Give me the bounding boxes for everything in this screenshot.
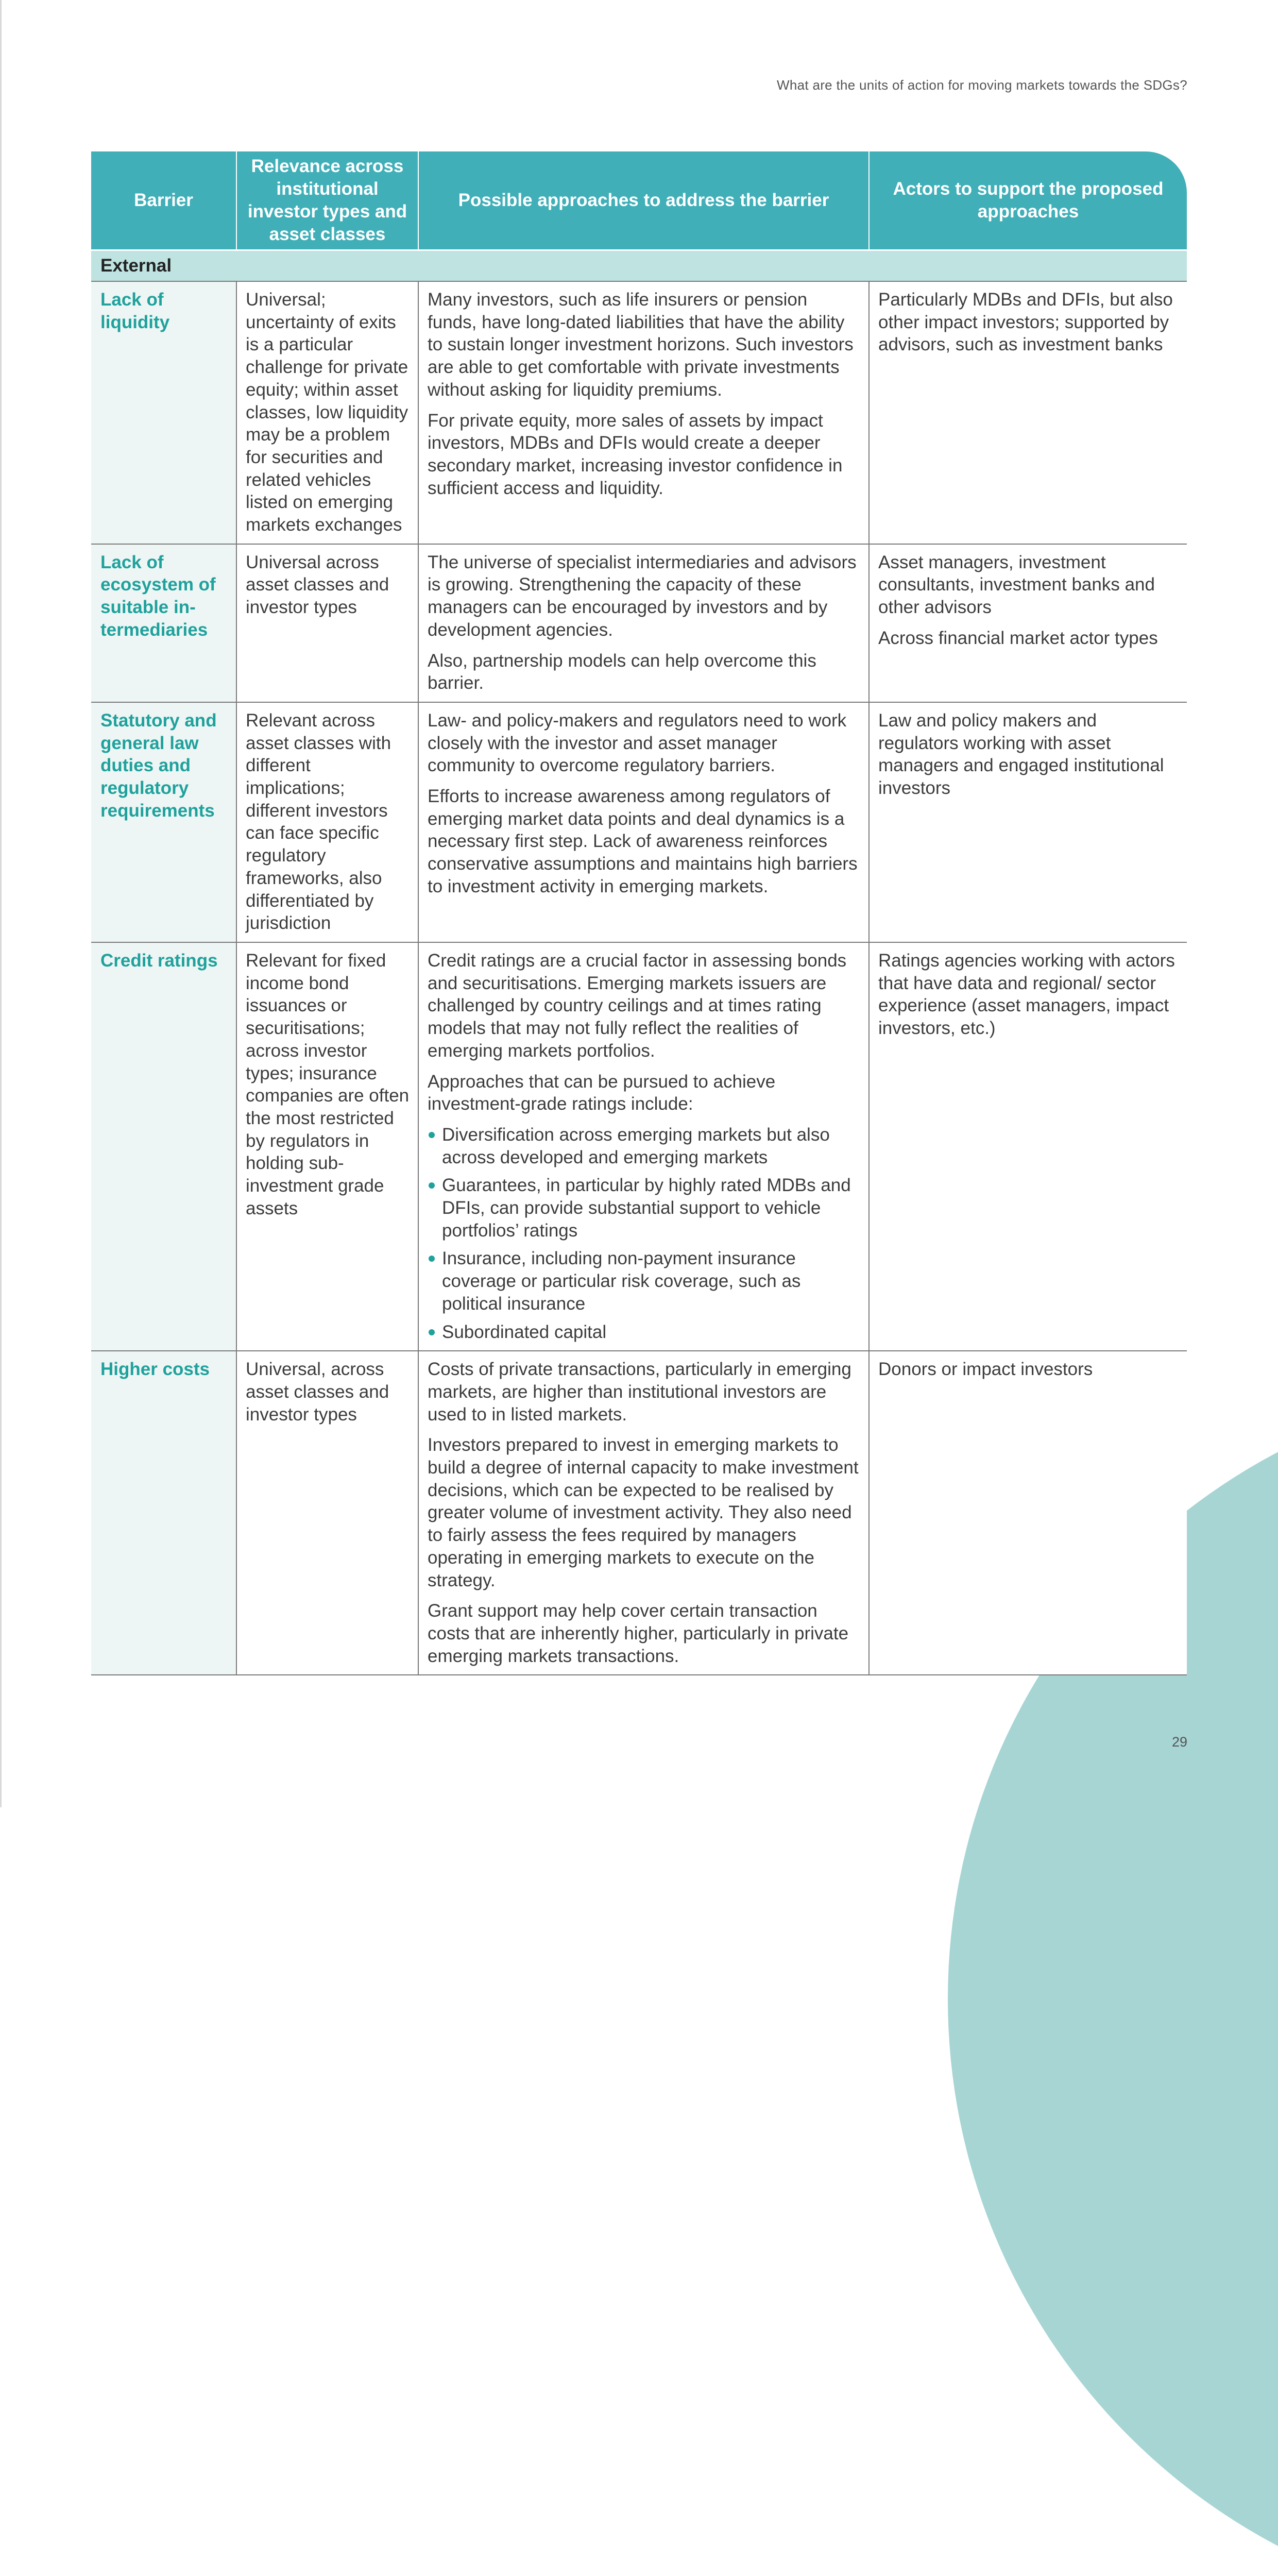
bullet-item: Guarantees, in particular by highly rated MDBs and DFIs, can provide substantial support to vehicle portfolios’ ratings: [428, 1174, 860, 1242]
table-row-regulatory: [91, 702, 1187, 942]
approaches-cell: [418, 544, 869, 702]
approach-paragraph: Also, partnership models can help overcome this barrier.: [428, 650, 816, 693]
approach-paragraph: Investors prepared to invest in emerging markets to build a degree of internal capacity to make investment decisions, which can be expected to be realised by greater volume of investment activity. They also need to fairly assess the fees required by managers operating in emerging markets to execute on the strategy.: [428, 1435, 859, 1590]
table-row-liquidity: [91, 281, 1187, 544]
relevance-cell: Universal; uncertainty of exits is a particular challenge for private equity; within asset classes, low liquidity may be a problem for securities and related vehicles listed on emerging markets exchanges: [236, 281, 418, 544]
approaches-cell: [418, 702, 869, 942]
actors-cell: [869, 942, 1187, 1351]
bullet-item: Insurance, including non-payment insurance coverage or particular risk coverage, such as political insurance: [428, 1247, 860, 1315]
header-relevance: Relevance across institutional investor types and asset classes: [236, 151, 418, 250]
table-row-higher-costs: [91, 1351, 1187, 1675]
page-number: 29: [1171, 1734, 1187, 1750]
approaches-cell: [418, 1351, 869, 1675]
header-barrier: Barrier: [91, 151, 236, 250]
relevance-cell: Relevant for fixed income bond issuances or securitisations; across investor types; insurance companies are often the most restricted by regulators in holding sub-investment grade assets: [236, 942, 418, 1351]
actors-paragraph: Asset managers, investment consultants, investment banks and other advisors: [878, 552, 1155, 618]
actors-cell: [869, 1351, 1187, 1675]
table-row-credit-ratings: [91, 942, 1187, 1351]
section-label: External: [91, 250, 1187, 282]
actors-cell: [869, 281, 1187, 544]
approach-paragraph: Many investors, such as life insurers or pension funds, have long-dated liabilities that have the ability to sustain longer investment horizons. Such investors are able to get comfortable with private investments without asking for liquidity premiums.: [428, 290, 854, 400]
bullet-item: Subordinated capital: [428, 1321, 860, 1344]
barrier-cell: Lack of liquidity: [91, 281, 236, 544]
approaches-cell: [418, 281, 869, 544]
approaches-cell: [418, 942, 869, 1351]
bullet-item: Diversification across emerging markets but also across developed and emerging markets: [428, 1124, 860, 1168]
approach-paragraph: The universe of specialist intermediaries and advisors is growing. Strengthening the capacity of these managers can be encouraged by investors and by development agencies.: [428, 552, 857, 640]
barrier-cell: Lack of ecosystem of suitable in-termediaries: [91, 544, 236, 702]
approach-paragraph: For private equity, more sales of assets by impact investors, MDBs and DFIs would create a deeper secondary market, increasing investor confidence in sufficient access and liquidity.: [428, 410, 843, 498]
approach-paragraph: Approaches that can be pursued to achieve investment-grade ratings include:: [428, 1071, 776, 1114]
relevance-cell: Universal across asset classes and investor types: [236, 544, 418, 702]
page-edge-rule: [0, 0, 2, 1807]
approach-paragraph: Grant support may help cover certain transaction costs that are inherently higher, particularly in private emerging markets transactions.: [428, 1601, 849, 1666]
running-head: What are the units of action for moving markets towards the SDGs?: [777, 77, 1187, 93]
approach-paragraph: Costs of private transactions, particularly in emerging markets, are higher than institutional investors are used to in listed markets.: [428, 1359, 851, 1425]
actors-paragraph: Donors or impact investors: [878, 1359, 1093, 1380]
approach-bullet-list: [428, 1124, 860, 1343]
actors-cell: [869, 702, 1187, 942]
barrier-cell: Higher costs: [91, 1351, 236, 1675]
actors-paragraph: Law and policy makers and regulators working with asset managers and engaged institutional investors: [878, 710, 1164, 799]
barrier-cell: Credit ratings: [91, 942, 236, 1351]
approach-paragraph: Law- and policy-makers and regulators need to work closely with the investor and asset manager community to overcome regulatory barriers.: [428, 710, 847, 776]
header-approaches: Possible approaches to address the barrier: [418, 151, 869, 250]
actors-paragraph: Across financial market actor types: [878, 628, 1158, 648]
relevance-cell: Universal, across asset classes and investor types: [236, 1351, 418, 1675]
barriers-table: [91, 151, 1187, 1675]
actors-paragraph: Particularly MDBs and DFIs, but also other impact investors; supported by advisors, such as investment banks: [878, 290, 1173, 355]
header-actors: Actors to support the proposed approaches: [869, 151, 1187, 250]
actors-paragraph: Ratings agencies working with actors that have data and regional/ sector experience (asset managers, impact investors, etc.): [878, 950, 1175, 1039]
table-row-intermediaries: [91, 544, 1187, 702]
barrier-cell: Statutory and general law duties and regulatory requirements: [91, 702, 236, 942]
section-row: [91, 250, 1187, 282]
approach-paragraph: Efforts to increase awareness among regulators of emerging market data points and deal dynamics is a necessary first step. Lack of awareness reinforces conservative assumptions and maintains high barriers to investment activity in emerging markets.: [428, 786, 858, 896]
relevance-cell: Relevant across asset classes with different implications; different investors can face specific regulatory frameworks, also differentiated by jurisdiction: [236, 702, 418, 942]
actors-cell: [869, 544, 1187, 702]
approach-paragraph: Credit ratings are a crucial factor in assessing bonds and securitisations. Emerging markets issuers are challenged by country ceilings and at times rating models that may not fully reflect the realities of emerging markets portfolios.: [428, 950, 847, 1061]
header-row: [91, 151, 1187, 250]
